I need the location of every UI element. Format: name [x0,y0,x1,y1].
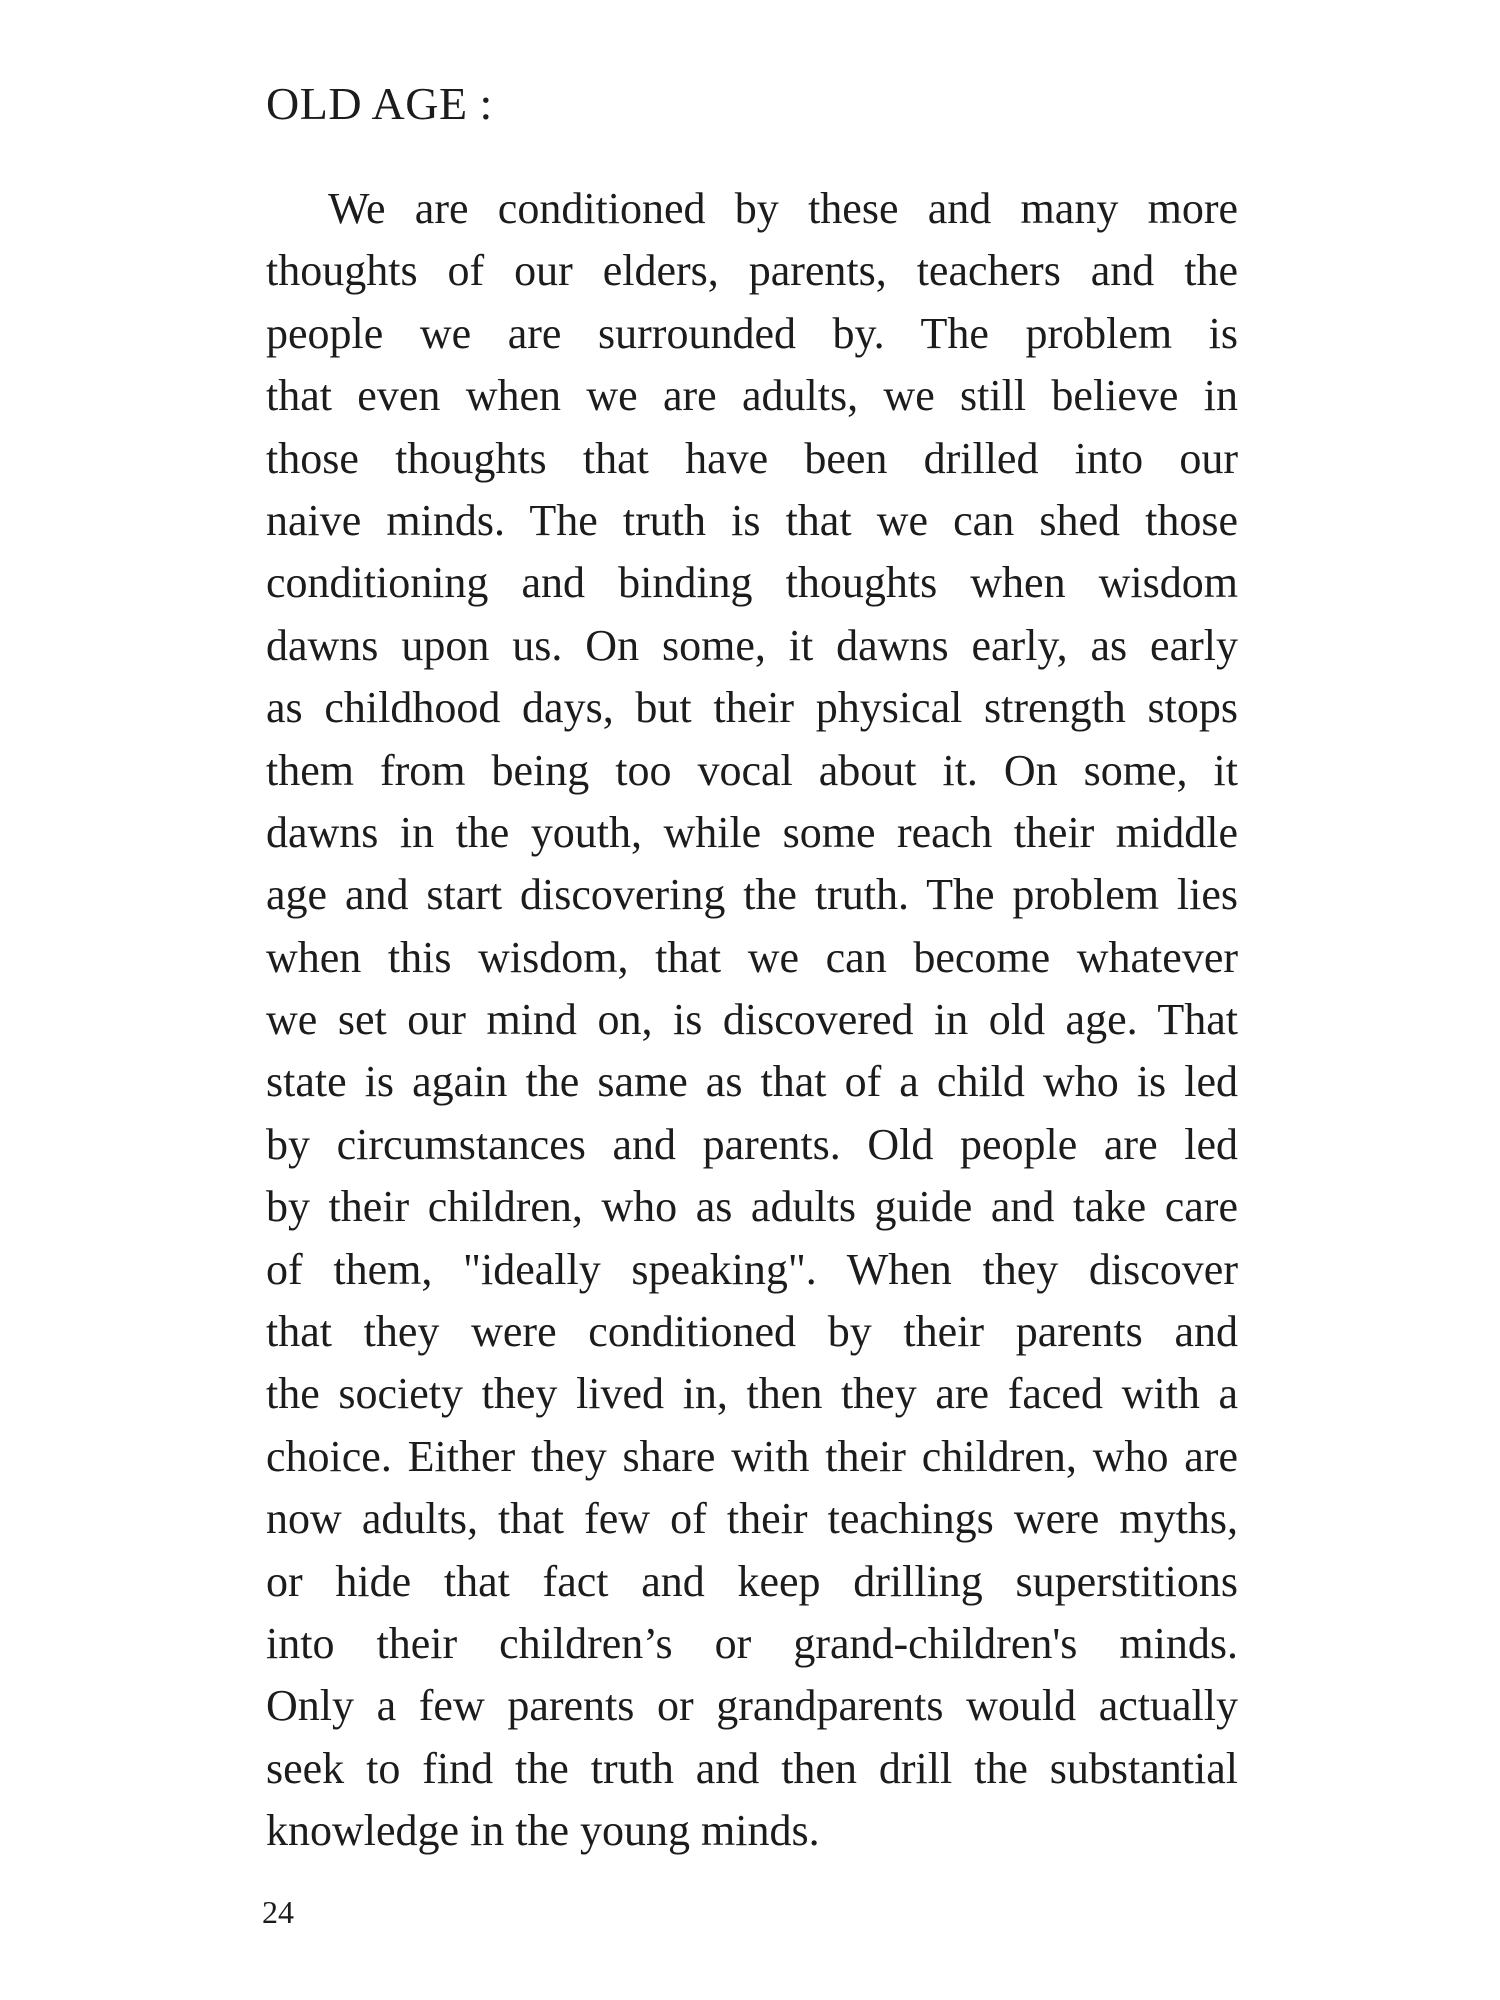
paragraph-line: naive minds. The truth is that we can shed those [266,495,1238,545]
paragraph-line: conditioning and binding thoughts when wisdom [266,558,1238,608]
paragraph-line: state is again the same as that of a child who is led [266,1057,1238,1107]
paragraph-line: the society they lived in, then they are faced with a [266,1369,1238,1419]
paragraph-line: as childhood days, but their physical strength stops [266,683,1238,733]
paragraph-line: we set our mind on, is discovered in old age. That [266,995,1238,1045]
paragraph-line: now adults, that few of their teachings were myths, [266,1494,1238,1544]
paragraph-line: dawns upon us. On some, it dawns early, as early [266,620,1238,670]
paragraph-line: age and start discovering the truth. The problem lies [266,870,1238,920]
paragraph-line: seek to find the truth and then drill the substantial [266,1743,1238,1793]
paragraph-line: We are conditioned by these and many more [328,184,1238,233]
paragraph-line: or hide that fact and keep drilling superstitions [266,1556,1238,1606]
paragraph-line: choice. Either they share with their children, who are [266,1431,1238,1481]
paragraph-line: Only a few parents or grandparents would actually [266,1681,1238,1731]
paragraph-line: dawns in the youth, while some reach their middle [266,807,1238,857]
paragraph-line: by circumstances and parents. Old people are led [266,1119,1238,1169]
paragraph-line: people we are surrounded by. The problem is [266,308,1238,358]
paragraph-line: those thoughts that have been drilled into our [266,433,1238,483]
paragraph-line: by their children, who as adults guide and take care [266,1182,1238,1232]
paragraph-line: that they were conditioned by their parents and [266,1307,1238,1357]
section-heading: OLD AGE : [266,78,493,129]
paragraph-line: into their children’s or grand-children's minds. [266,1618,1238,1668]
paragraph-line: when this wisdom, that we can become whatever [266,932,1238,982]
paragraph-line: thoughts of our elders, parents, teachers and the [266,246,1238,296]
paragraph-line: of them, "ideally speaking". When they discover [266,1244,1238,1294]
paragraph-line: knowledge in the young minds. [266,1806,820,1856]
paragraph-line: them from being too vocal about it. On some, it [266,745,1238,795]
page-number: 24 [262,1894,294,1930]
body-paragraph [266,178,1238,1863]
paragraph-line: that even when we are adults, we still believe in [266,371,1238,421]
